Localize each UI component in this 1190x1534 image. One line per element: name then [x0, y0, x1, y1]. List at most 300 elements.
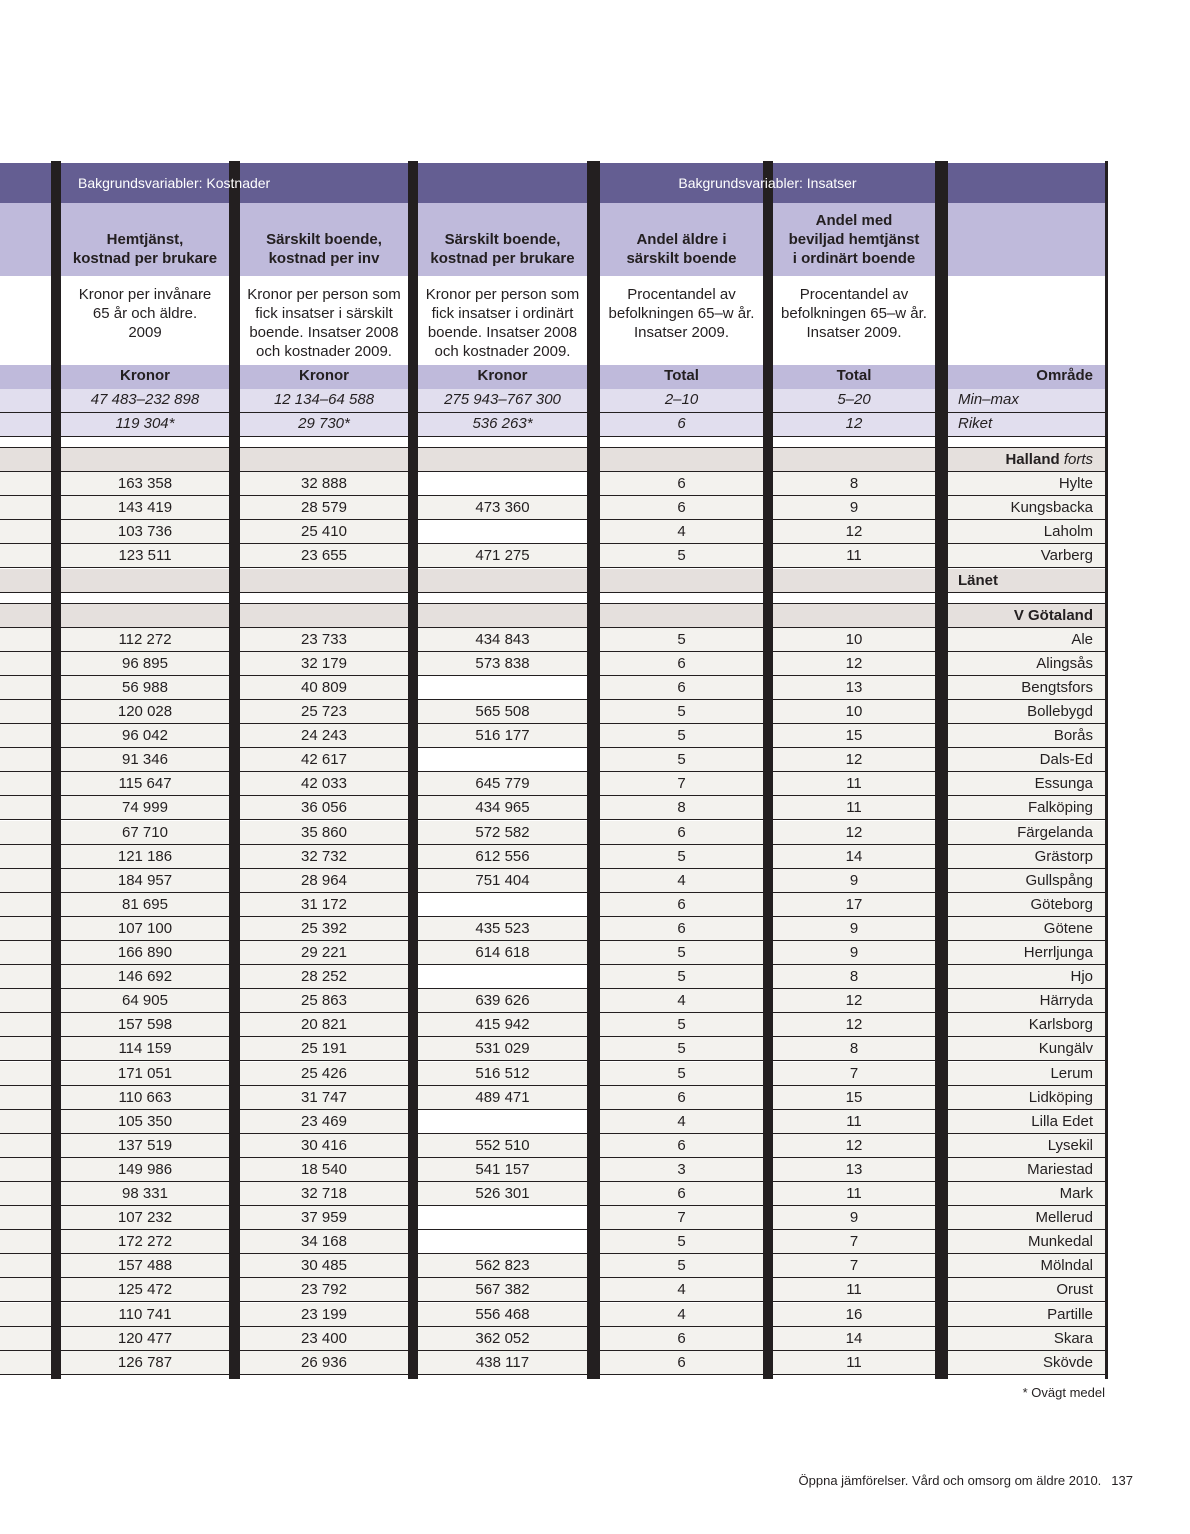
table-cell: 10 [773, 628, 935, 652]
table-cell [0, 472, 51, 496]
table-cell: 4 [600, 520, 763, 544]
table-cell: 9 [773, 1206, 935, 1230]
column-header [948, 203, 1105, 276]
table-cell: 4 [600, 989, 763, 1013]
column-header [418, 203, 587, 276]
table-cell: 11 [773, 796, 935, 820]
section-header [418, 604, 587, 628]
table-cell: 556 468 [418, 1303, 587, 1327]
table-cell: 362 052 [418, 1327, 587, 1351]
footnote: * Ovägt medel [1022, 1385, 1105, 1400]
column-unit [0, 365, 51, 389]
table-cell: 107 100 [61, 917, 229, 941]
table-cell: 572 582 [418, 821, 587, 845]
column-unit: Kronor [240, 365, 408, 389]
area-name: Partille [948, 1303, 1105, 1327]
table-cell: 42 617 [240, 748, 408, 772]
area-name: Göteborg [948, 893, 1105, 917]
column-header [600, 203, 763, 276]
table-cell: 25 723 [240, 700, 408, 724]
table-cell: 14 [773, 845, 935, 869]
area-name: Bollebygd [948, 700, 1105, 724]
table-cell [0, 989, 51, 1013]
table-cell: 567 382 [418, 1278, 587, 1302]
table-cell [418, 1230, 587, 1254]
table-cell: 5 [600, 1230, 763, 1254]
column-unit: Område [948, 365, 1105, 389]
table-cell: 98 331 [61, 1182, 229, 1206]
table-cell: 639 626 [418, 989, 587, 1013]
table-cell [0, 1182, 51, 1206]
table-cell: 8 [773, 1037, 935, 1061]
table-cell: 96 042 [61, 724, 229, 748]
table-cell: 5 [600, 544, 763, 568]
area-name: Falköping [948, 796, 1105, 820]
table-cell [0, 748, 51, 772]
table-cell: 23 199 [240, 1303, 408, 1327]
section-header [0, 604, 51, 628]
column-header [773, 203, 935, 276]
band-label: Bakgrundsvariabler: Kostnader [78, 175, 271, 191]
table-cell: 7 [773, 1062, 935, 1086]
table-cell: 614 618 [418, 941, 587, 965]
table-cell [0, 1062, 51, 1086]
table-cell: 531 029 [418, 1037, 587, 1061]
table-cell: 11 [773, 1110, 935, 1134]
table-cell: 126 787 [61, 1351, 229, 1375]
table-cell: 7 [600, 1206, 763, 1230]
value-column-2 [240, 161, 408, 1379]
table-cell: 25 191 [240, 1037, 408, 1061]
table-cell: 7 [600, 772, 763, 796]
table-cell: 434 965 [418, 796, 587, 820]
area-name: Bengtsfors [948, 676, 1105, 700]
table-cell: 20 821 [240, 1013, 408, 1037]
table-cell: 473 360 [418, 496, 587, 520]
table-cell [418, 1206, 587, 1230]
table-cell: 184 957 [61, 869, 229, 893]
table-cell: 36 056 [240, 796, 408, 820]
riket-cell: 119 304* [61, 413, 229, 437]
table-cell: 3 [600, 1158, 763, 1182]
section-header [240, 448, 408, 472]
section-suffix: forts [1059, 451, 1093, 468]
table-cell: 6 [600, 893, 763, 917]
table-cell: 112 272 [61, 628, 229, 652]
table-cell: 37 959 [240, 1206, 408, 1230]
column-header-text: Hemtjänst, kostnad per brukare [72, 231, 218, 267]
area-name: Mellerud [948, 1206, 1105, 1230]
table-cell: 6 [600, 1182, 763, 1206]
table-cell: 12 [773, 1013, 935, 1037]
table-cell: 5 [600, 941, 763, 965]
column-header [61, 203, 229, 276]
area-name: Gullspång [948, 869, 1105, 893]
table-cell: 5 [600, 965, 763, 989]
section-total [0, 569, 51, 593]
riket-cell: 12 [773, 413, 935, 437]
table-cell: 12 [773, 652, 935, 676]
spacer-row [240, 437, 408, 448]
table-cell: 489 471 [418, 1086, 587, 1110]
table-cell: 25 426 [240, 1062, 408, 1086]
table-cell [0, 628, 51, 652]
table-cell: 157 488 [61, 1254, 229, 1278]
section-name: Halland [1005, 451, 1060, 468]
table-cell: 7 [773, 1230, 935, 1254]
riket-cell: 6 [600, 413, 763, 437]
table-cell: 6 [600, 676, 763, 700]
table-cell [418, 1110, 587, 1134]
table-cell: 32 888 [240, 472, 408, 496]
table-cell: 18 540 [240, 1158, 408, 1182]
section-header [0, 448, 51, 472]
value-column-4 [600, 161, 763, 1379]
table-cell: 15 [773, 724, 935, 748]
area-column [948, 161, 1105, 1379]
table-cell: 42 033 [240, 772, 408, 796]
table-cell [0, 1206, 51, 1230]
table-cell: 115 647 [61, 772, 229, 796]
table-cell [0, 796, 51, 820]
column-description: Kronor per person som fick insatser i ordinärt boende. Insatser 2008 och kostnader 2009. [418, 276, 587, 365]
table-cell: 29 221 [240, 941, 408, 965]
section-total [773, 569, 935, 593]
table-cell: 751 404 [418, 869, 587, 893]
spacer-row [773, 437, 935, 448]
table-cell: 415 942 [418, 1013, 587, 1037]
table-cell [0, 869, 51, 893]
table-cell [0, 544, 51, 568]
band-label: Bakgrundsvariabler: Insatser [678, 175, 857, 191]
table-cell: 12 [773, 821, 935, 845]
table-cell: 110 663 [61, 1086, 229, 1110]
area-name: Orust [948, 1278, 1105, 1302]
column-unit: Total [773, 365, 935, 389]
table-cell [0, 700, 51, 724]
section-header [61, 604, 229, 628]
table-cell: 4 [600, 1110, 763, 1134]
table-cell [418, 520, 587, 544]
table-cell: 120 028 [61, 700, 229, 724]
table-cell [0, 1110, 51, 1134]
column-description: Procentandel av befolkningen 65–w år. Insatser 2009. [600, 276, 763, 365]
table-cell: 526 301 [418, 1182, 587, 1206]
section-header [61, 448, 229, 472]
table-cell: 32 179 [240, 652, 408, 676]
table-cell [418, 748, 587, 772]
table-cell: 434 843 [418, 628, 587, 652]
table-cell: 157 598 [61, 1013, 229, 1037]
area-name: Lilla Edet [948, 1110, 1105, 1134]
column-description: Kronor per person som fick insatser i särskilt boende. Insatser 2008 och kostnader 2009. [240, 276, 408, 365]
spacer-row [61, 593, 229, 604]
spacer-row [948, 593, 1105, 604]
table-cell [0, 1254, 51, 1278]
table-cell: 10 [773, 700, 935, 724]
table-cell: 25 410 [240, 520, 408, 544]
table-cell [418, 965, 587, 989]
column-header-text: Särskilt boende, kostnad per inv [266, 231, 382, 267]
section-header [418, 448, 587, 472]
page-footer [799, 1473, 1133, 1488]
table-cell: 5 [600, 628, 763, 652]
table-cell: 5 [600, 1062, 763, 1086]
table-cell: 565 508 [418, 700, 587, 724]
area-name: Lidköping [948, 1086, 1105, 1110]
table-cell [0, 965, 51, 989]
section-total [61, 569, 229, 593]
area-name: Härryda [948, 989, 1105, 1013]
cropped-column [0, 161, 51, 1379]
column-description [948, 276, 1105, 365]
area-name: Lerum [948, 1062, 1105, 1086]
table-cell: 5 [600, 1254, 763, 1278]
table-cell: 645 779 [418, 772, 587, 796]
table-cell: 4 [600, 869, 763, 893]
table-cell [0, 496, 51, 520]
table-cell: 11 [773, 772, 935, 796]
table-cell [0, 1086, 51, 1110]
area-name: Karlsborg [948, 1013, 1105, 1037]
table-cell: 5 [600, 845, 763, 869]
spacer-row [418, 437, 587, 448]
table-cell: 9 [773, 917, 935, 941]
area-name: Hjo [948, 965, 1105, 989]
riket-cell [0, 413, 51, 437]
table-cell [0, 845, 51, 869]
table-cell: 12 [773, 520, 935, 544]
area-name: Kungälv [948, 1037, 1105, 1061]
area-name: Alingsås [948, 652, 1105, 676]
table-cell: 24 243 [240, 724, 408, 748]
footer-text: Öppna jämförelser. Vård och omsorg om äldre 2010. [798, 1473, 1102, 1488]
table-cell: 172 272 [61, 1230, 229, 1254]
table-cell: 56 988 [61, 676, 229, 700]
column-header-text: Särskilt boende, kostnad per brukare [430, 231, 575, 267]
table-cell [0, 772, 51, 796]
band-strip [948, 163, 1105, 203]
table-cell [0, 1303, 51, 1327]
table-cell: 23 733 [240, 628, 408, 652]
area-name: Hylte [948, 472, 1105, 496]
column-header [0, 203, 51, 276]
table-cell: 149 986 [61, 1158, 229, 1182]
table-cell: 105 350 [61, 1110, 229, 1134]
section-header [773, 604, 935, 628]
riket-cell: 29 730* [240, 413, 408, 437]
table-cell: 28 579 [240, 496, 408, 520]
value-column-3 [418, 161, 587, 1379]
value-column-1 [61, 161, 229, 1379]
column-header [240, 203, 408, 276]
table-cell: 9 [773, 869, 935, 893]
table-cell: 32 718 [240, 1182, 408, 1206]
table-cell: 516 177 [418, 724, 587, 748]
table-cell: 13 [773, 1158, 935, 1182]
area-name: Munkedal [948, 1230, 1105, 1254]
table-cell: 562 823 [418, 1254, 587, 1278]
table-cell: 125 472 [61, 1278, 229, 1302]
table-cell: 28 964 [240, 869, 408, 893]
table-cell [0, 941, 51, 965]
table-cell [418, 893, 587, 917]
table-cell [0, 1351, 51, 1375]
table-cell: 143 419 [61, 496, 229, 520]
table-cell: 5 [600, 1037, 763, 1061]
table-cell: 12 [773, 989, 935, 1013]
table-cell: 23 469 [240, 1110, 408, 1134]
table-cell: 6 [600, 472, 763, 496]
table-cell [0, 1037, 51, 1061]
table-cell: 5 [600, 700, 763, 724]
column-description [0, 276, 51, 365]
area-name: Borås [948, 724, 1105, 748]
table-cell [0, 1158, 51, 1182]
table-cell: 11 [773, 1278, 935, 1302]
table-cell: 31 172 [240, 893, 408, 917]
table-cell: 40 809 [240, 676, 408, 700]
table-cell [0, 1327, 51, 1351]
table-cell: 34 168 [240, 1230, 408, 1254]
table-cell [0, 893, 51, 917]
section-header [948, 448, 1105, 472]
area-name: Laholm [948, 520, 1105, 544]
table-cell: 11 [773, 544, 935, 568]
table-cell: 96 895 [61, 652, 229, 676]
area-name: Götene [948, 917, 1105, 941]
column-header-text: Andel äldre i särskilt boende [626, 231, 737, 267]
table-cell: 163 358 [61, 472, 229, 496]
table-cell: 74 999 [61, 796, 229, 820]
area-name: Färgelanda [948, 821, 1105, 845]
table-cell: 6 [600, 496, 763, 520]
table-cell: 9 [773, 496, 935, 520]
table-cell: 7 [773, 1254, 935, 1278]
table-cell: 4 [600, 1303, 763, 1327]
table-cell: 120 477 [61, 1327, 229, 1351]
table-cell: 171 051 [61, 1062, 229, 1086]
value-column-5 [773, 161, 935, 1379]
table-cell [418, 676, 587, 700]
table-cell [0, 917, 51, 941]
table-cell: 26 936 [240, 1351, 408, 1375]
table-cell: 5 [600, 1013, 763, 1037]
table-cell: 5 [600, 748, 763, 772]
table-cell: 123 511 [61, 544, 229, 568]
table-cell: 32 732 [240, 845, 408, 869]
column-unit: Kronor [418, 365, 587, 389]
table-cell [0, 676, 51, 700]
section-total: Länet [948, 569, 1105, 593]
table-cell: 166 890 [61, 941, 229, 965]
table-cell: 30 416 [240, 1134, 408, 1158]
table-cell: 23 792 [240, 1278, 408, 1302]
riket-cell: Riket [948, 413, 1105, 437]
table-cell: 107 232 [61, 1206, 229, 1230]
min-max-cell: Min–max [948, 389, 1105, 413]
section-header [600, 604, 763, 628]
table-cell: 573 838 [418, 652, 587, 676]
table-cell: 14 [773, 1327, 935, 1351]
table-cell: 64 905 [61, 989, 229, 1013]
band-strip [0, 163, 51, 203]
section-total [240, 569, 408, 593]
min-max-cell: 47 483–232 898 [61, 389, 229, 413]
min-max-cell: 5–20 [773, 389, 935, 413]
table-cell: 35 860 [240, 821, 408, 845]
area-name: Mark [948, 1182, 1105, 1206]
table-cell: 137 519 [61, 1134, 229, 1158]
section-header [600, 448, 763, 472]
spacer-row [600, 437, 763, 448]
min-max-cell: 275 943–767 300 [418, 389, 587, 413]
section-name: V Götaland [1013, 606, 1093, 624]
table-cell: 25 392 [240, 917, 408, 941]
min-max-cell: 12 134–64 588 [240, 389, 408, 413]
table-cell: 25 863 [240, 989, 408, 1013]
table-cell: 31 747 [240, 1086, 408, 1110]
area-name: Skara [948, 1327, 1105, 1351]
table-cell: 28 252 [240, 965, 408, 989]
section-header [948, 604, 1105, 628]
spacer-row [773, 593, 935, 604]
min-max-cell: 2–10 [600, 389, 763, 413]
column-description: Kronor per invånare 65 år och äldre. 2009 [61, 276, 229, 365]
table-cell: 8 [773, 965, 935, 989]
table-cell: 13 [773, 676, 935, 700]
table-cell: 81 695 [61, 893, 229, 917]
page-number: 137 [1111, 1473, 1133, 1488]
area-name: Skövde [948, 1351, 1105, 1375]
table-cell: 17 [773, 893, 935, 917]
table-cell: 6 [600, 1351, 763, 1375]
table-cell: 23 655 [240, 544, 408, 568]
table-cell: 12 [773, 1134, 935, 1158]
table-cell: 11 [773, 1351, 935, 1375]
table-cell: 67 710 [61, 821, 229, 845]
table-cell [0, 1134, 51, 1158]
area-name: Essunga [948, 772, 1105, 796]
table-cell [0, 1013, 51, 1037]
min-max-cell [0, 389, 51, 413]
table-cell [0, 520, 51, 544]
riket-cell: 536 263* [418, 413, 587, 437]
table-cell: 8 [600, 796, 763, 820]
table-cell: 11 [773, 1182, 935, 1206]
area-name: Dals-Ed [948, 748, 1105, 772]
spacer-row [61, 437, 229, 448]
spacer-row [240, 593, 408, 604]
column-description: Procentandel av befolkningen 65–w år. Insatser 2009. [773, 276, 935, 365]
table-cell: 4 [600, 1278, 763, 1302]
section-total [600, 569, 763, 593]
table-cell: 435 523 [418, 917, 587, 941]
table-cell [0, 1278, 51, 1302]
table-cell: 8 [773, 472, 935, 496]
table-cell: 15 [773, 1086, 935, 1110]
table-cell: 91 346 [61, 748, 229, 772]
table-cell: 612 556 [418, 845, 587, 869]
column-header-text: Andel med beviljad hemtjänst i ordinärt boende [788, 212, 920, 267]
table-cell: 103 736 [61, 520, 229, 544]
area-name: Herrljunga [948, 941, 1105, 965]
table-cell: 6 [600, 821, 763, 845]
table-cell: 516 512 [418, 1062, 587, 1086]
table-cell: 6 [600, 1134, 763, 1158]
table-cell: 5 [600, 724, 763, 748]
table-cell: 552 510 [418, 1134, 587, 1158]
